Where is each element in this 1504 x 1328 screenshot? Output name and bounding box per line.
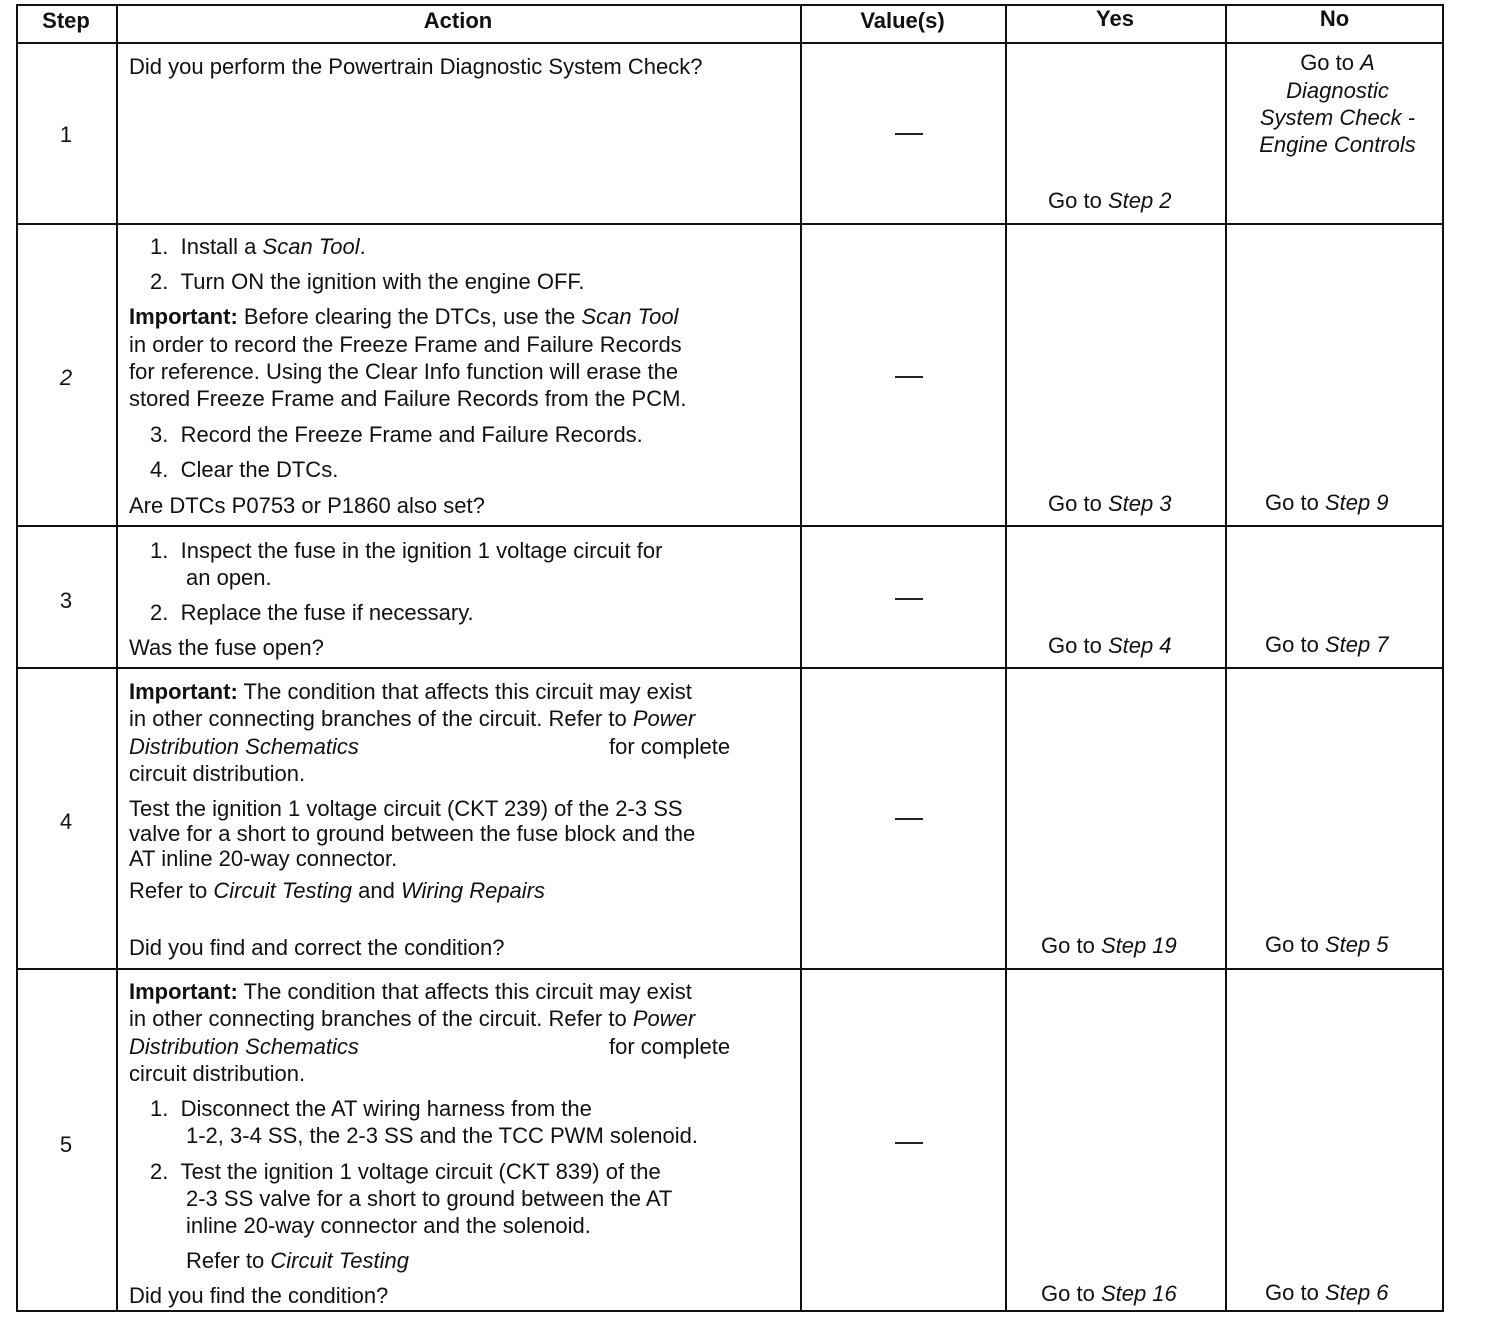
action-question: Did you find and correct the condition? <box>129 935 505 960</box>
no-goto-line: System Check - <box>1259 105 1416 130</box>
action-question: Did you perform the Powertrain Diagnostic System Check? <box>129 54 703 79</box>
step-number: 1 <box>59 122 73 147</box>
no-goto[interactable]: Go to Step 7 <box>1265 632 1389 657</box>
refer-line: Refer to Circuit Testing <box>186 1248 409 1273</box>
test-instruction: Test the ignition 1 voltage circuit (CKT 239) of the 2-3 SS <box>129 796 683 821</box>
no-goto-line: Diagnostic <box>1286 78 1389 103</box>
no-goto-line: Engine Controls <box>1259 132 1416 157</box>
list-item: 2. Test the ignition 1 voltage circuit (CKT 839) of the <box>150 1159 661 1184</box>
note-line: for complete <box>609 1034 731 1059</box>
header-yes: Yes <box>1096 6 1134 31</box>
list-item: 1. Inspect the fuse in the ignition 1 voltage circuit for <box>150 538 663 563</box>
row-divider <box>18 42 1442 44</box>
no-goto[interactable]: Go to Step 6 <box>1265 1280 1389 1305</box>
test-instruction: valve for a short to ground between the fuse block and the <box>129 821 696 846</box>
important-note: Important: Before clearing the DTCs, use the Scan Tool <box>129 304 679 329</box>
yes-goto[interactable]: Go to Step 3 <box>1048 491 1172 516</box>
action-question: Did you find the condition? <box>129 1283 389 1308</box>
action-question: Are DTCs P0753 or P1860 also set? <box>129 493 485 518</box>
col-divider <box>1005 6 1007 1310</box>
refer-line: Refer to Circuit Testing and Wiring Repairs <box>129 878 546 903</box>
value-dash <box>895 133 923 135</box>
note-line: circuit distribution. <box>129 761 306 786</box>
value-dash <box>895 376 923 378</box>
note-line: Distribution Schematics <box>129 1034 359 1059</box>
list-item-continued: inline 20-way connector and the solenoid. <box>186 1213 591 1238</box>
header-action: Action <box>423 8 493 33</box>
list-item: 2. Replace the fuse if necessary. <box>150 600 474 625</box>
test-instruction: AT inline 20-way connector. <box>129 846 398 871</box>
note-line: in order to record the Freeze Frame and Failure Records <box>129 332 682 357</box>
note-line: in other connecting branches of the circuit. Refer to Power <box>129 1006 696 1031</box>
row-divider <box>18 667 1442 669</box>
list-item: 3. Record the Freeze Frame and Failure Records. <box>150 422 643 447</box>
no-goto[interactable]: Go to Step 5 <box>1265 932 1389 957</box>
value-dash <box>895 598 923 600</box>
list-item: 2. Turn ON the ignition with the engine OFF. <box>150 269 585 294</box>
col-divider <box>800 6 802 1310</box>
list-item-continued: 2-3 SS valve for a short to ground between the AT <box>186 1186 673 1211</box>
yes-goto[interactable]: Go to Step 19 <box>1041 933 1177 958</box>
step-number: 4 <box>59 809 73 834</box>
action-question: Was the fuse open? <box>129 635 324 660</box>
no-goto[interactable]: Go to A <box>1300 50 1375 75</box>
list-item-continued: 1-2, 3-4 SS, the 2-3 SS and the TCC PWM solenoid. <box>186 1123 698 1148</box>
important-note: Important: The condition that affects this circuit may exist <box>129 979 692 1004</box>
list-item: 1. Disconnect the AT wiring harness from the <box>150 1096 592 1121</box>
value-dash <box>895 818 923 820</box>
important-note: Important: The condition that affects this circuit may exist <box>129 679 692 704</box>
note-line: stored Freeze Frame and Failure Records from the PCM. <box>129 386 687 411</box>
row-divider <box>18 525 1442 527</box>
col-divider <box>116 6 118 1310</box>
yes-goto[interactable]: Go to Step 4 <box>1048 633 1172 658</box>
row-divider <box>18 223 1442 225</box>
header-no: No <box>1319 6 1350 31</box>
note-line: Distribution Schematics <box>129 734 359 759</box>
yes-goto[interactable]: Go to Step 16 <box>1041 1281 1177 1306</box>
list-item: 1. Install a Scan Tool. <box>150 234 366 259</box>
note-line: for reference. Using the Clear Info function will erase the <box>129 359 679 384</box>
list-item-continued: an open. <box>186 565 272 590</box>
step-number: 3 <box>59 588 73 613</box>
value-dash <box>895 1142 923 1144</box>
list-item: 4. Clear the DTCs. <box>150 457 339 482</box>
note-line: in other connecting branches of the circuit. Refer to Power <box>129 706 696 731</box>
header-step: Step <box>42 8 90 33</box>
note-line: for complete <box>609 734 731 759</box>
col-divider <box>1225 6 1227 1310</box>
note-line: circuit distribution. <box>129 1061 306 1086</box>
yes-goto[interactable]: Go to Step 2 <box>1048 188 1172 213</box>
row-divider <box>18 968 1442 970</box>
no-goto[interactable]: Go to Step 9 <box>1265 490 1389 515</box>
step-number: 5 <box>59 1132 73 1157</box>
header-values: Value(s) <box>860 8 945 33</box>
step-number: 2 <box>59 365 73 390</box>
